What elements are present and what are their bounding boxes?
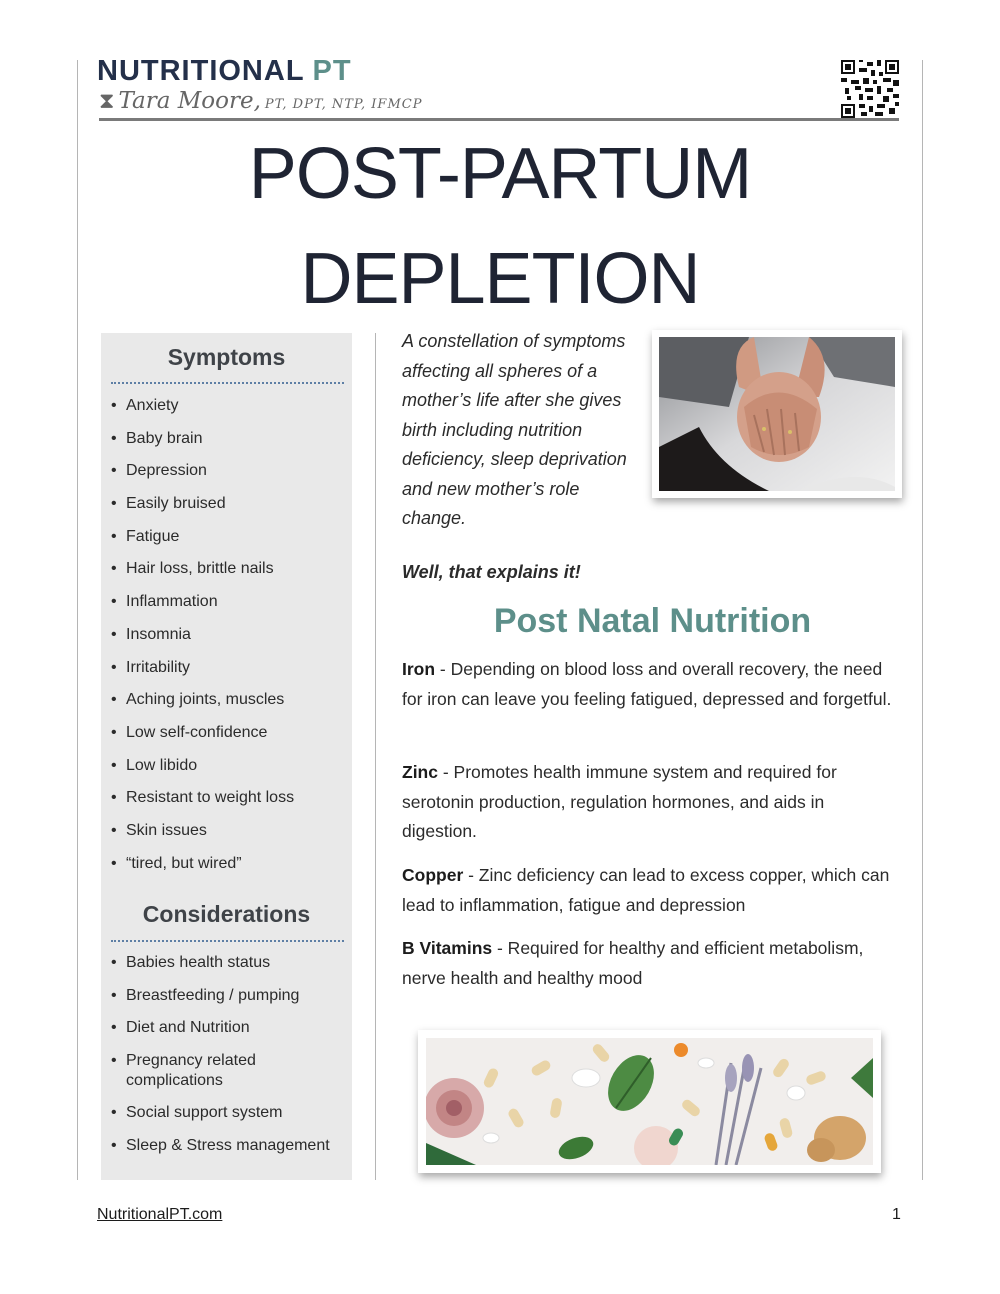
nutrient-description: - Required for healthy and efficient metabolism, nerve health and healthy mood [402, 938, 864, 988]
nutrient-description: - Depending on blood loss and overall recovery, the need for iron can leave you feeling fatigued, depressed and forgetful. [402, 659, 892, 709]
list-item: • “tired, but wired” [111, 854, 346, 887]
list-item: • Skin issues [111, 821, 346, 854]
nutrient-b-vitamins [402, 934, 902, 993]
column-divider [375, 333, 376, 1180]
supplements-herbs-photo [418, 1030, 881, 1173]
considerations-divider [111, 940, 344, 942]
qr-code-icon [841, 60, 899, 118]
list-item: • Resistant to weight loss [111, 788, 346, 821]
list-item: • Babies health status [111, 953, 346, 973]
list-item: • Fatigue [111, 527, 346, 560]
list-item: • Aching joints, muscles [111, 690, 346, 723]
website-link[interactable]: NutritionalPT.com [97, 1206, 223, 1223]
list-item: • Low self-confidence [111, 723, 346, 756]
page-border-right [922, 60, 923, 1180]
intro-tagline: Well, that explains it! [402, 562, 581, 582]
nutrient-zinc [402, 758, 902, 847]
section-title: Post Natal Nutrition [493, 602, 812, 640]
list-item: • Sleep & Stress management [111, 1136, 346, 1156]
list-item: • Pregnancy related complications [111, 1051, 276, 1091]
list-item: • Depression [111, 461, 346, 494]
nutrient-name: B Vitamins [402, 938, 493, 958]
nutrient-description: - Zinc deficiency can lead to excess copper, which can lead to inflammation, fatigue and depression [402, 865, 890, 915]
nutrient-name: Iron [402, 659, 436, 679]
nutrient-name: Zinc [402, 762, 438, 782]
brand-logo [97, 55, 352, 88]
header-divider [99, 118, 899, 121]
symptoms-divider [111, 382, 344, 384]
hourglass-icon: ⧗ [99, 89, 115, 114]
considerations-list [111, 953, 346, 1169]
list-item: • Easily bruised [111, 494, 346, 527]
symptoms-heading: Symptoms [167, 344, 286, 370]
brand-main: NUTRITIONAL [97, 55, 305, 87]
page-border-left [77, 60, 78, 1180]
list-item: • Irritability [111, 658, 346, 691]
nutrient-copper [402, 861, 902, 920]
woman-covering-face-photo [652, 330, 902, 498]
page-number: 1 [892, 1206, 901, 1223]
considerations-heading: Considerations [142, 901, 311, 927]
symptoms-list [111, 396, 346, 886]
list-item: • Inflammation [111, 592, 346, 625]
nutrient-description: - Promotes health immune system and required for serotonin production, regulation hormones, and aids in digestion. [402, 762, 837, 841]
list-item: • Anxiety [111, 396, 346, 429]
list-item: • Insomnia [111, 625, 346, 658]
author-credentials: PT, DPT, NTP, IFMCP [264, 97, 423, 112]
intro-text: A constellation of symptoms affecting all spheres of a mother’s life after she gives birth including nutrition deficiency, sleep deprivation and new mother’s role change. [402, 331, 627, 528]
list-item: • Baby brain [111, 429, 346, 462]
list-item: • Social support system [111, 1103, 346, 1123]
list-item: • Breastfeeding / pumping [111, 986, 346, 1006]
list-item: • Diet and Nutrition [111, 1018, 346, 1038]
page-title-line2: DEPLETION [300, 239, 700, 319]
author-name: Tara Moore, [118, 88, 261, 114]
brand-accent: PT [312, 55, 352, 87]
author-signature [99, 88, 422, 114]
nutrient-name: Copper [402, 865, 464, 885]
list-item: • Low libido [111, 756, 346, 789]
list-item: • Hair loss, brittle nails [111, 559, 346, 592]
page-title-line1: POST-PARTUM [248, 134, 752, 214]
nutrient-iron [402, 655, 902, 714]
